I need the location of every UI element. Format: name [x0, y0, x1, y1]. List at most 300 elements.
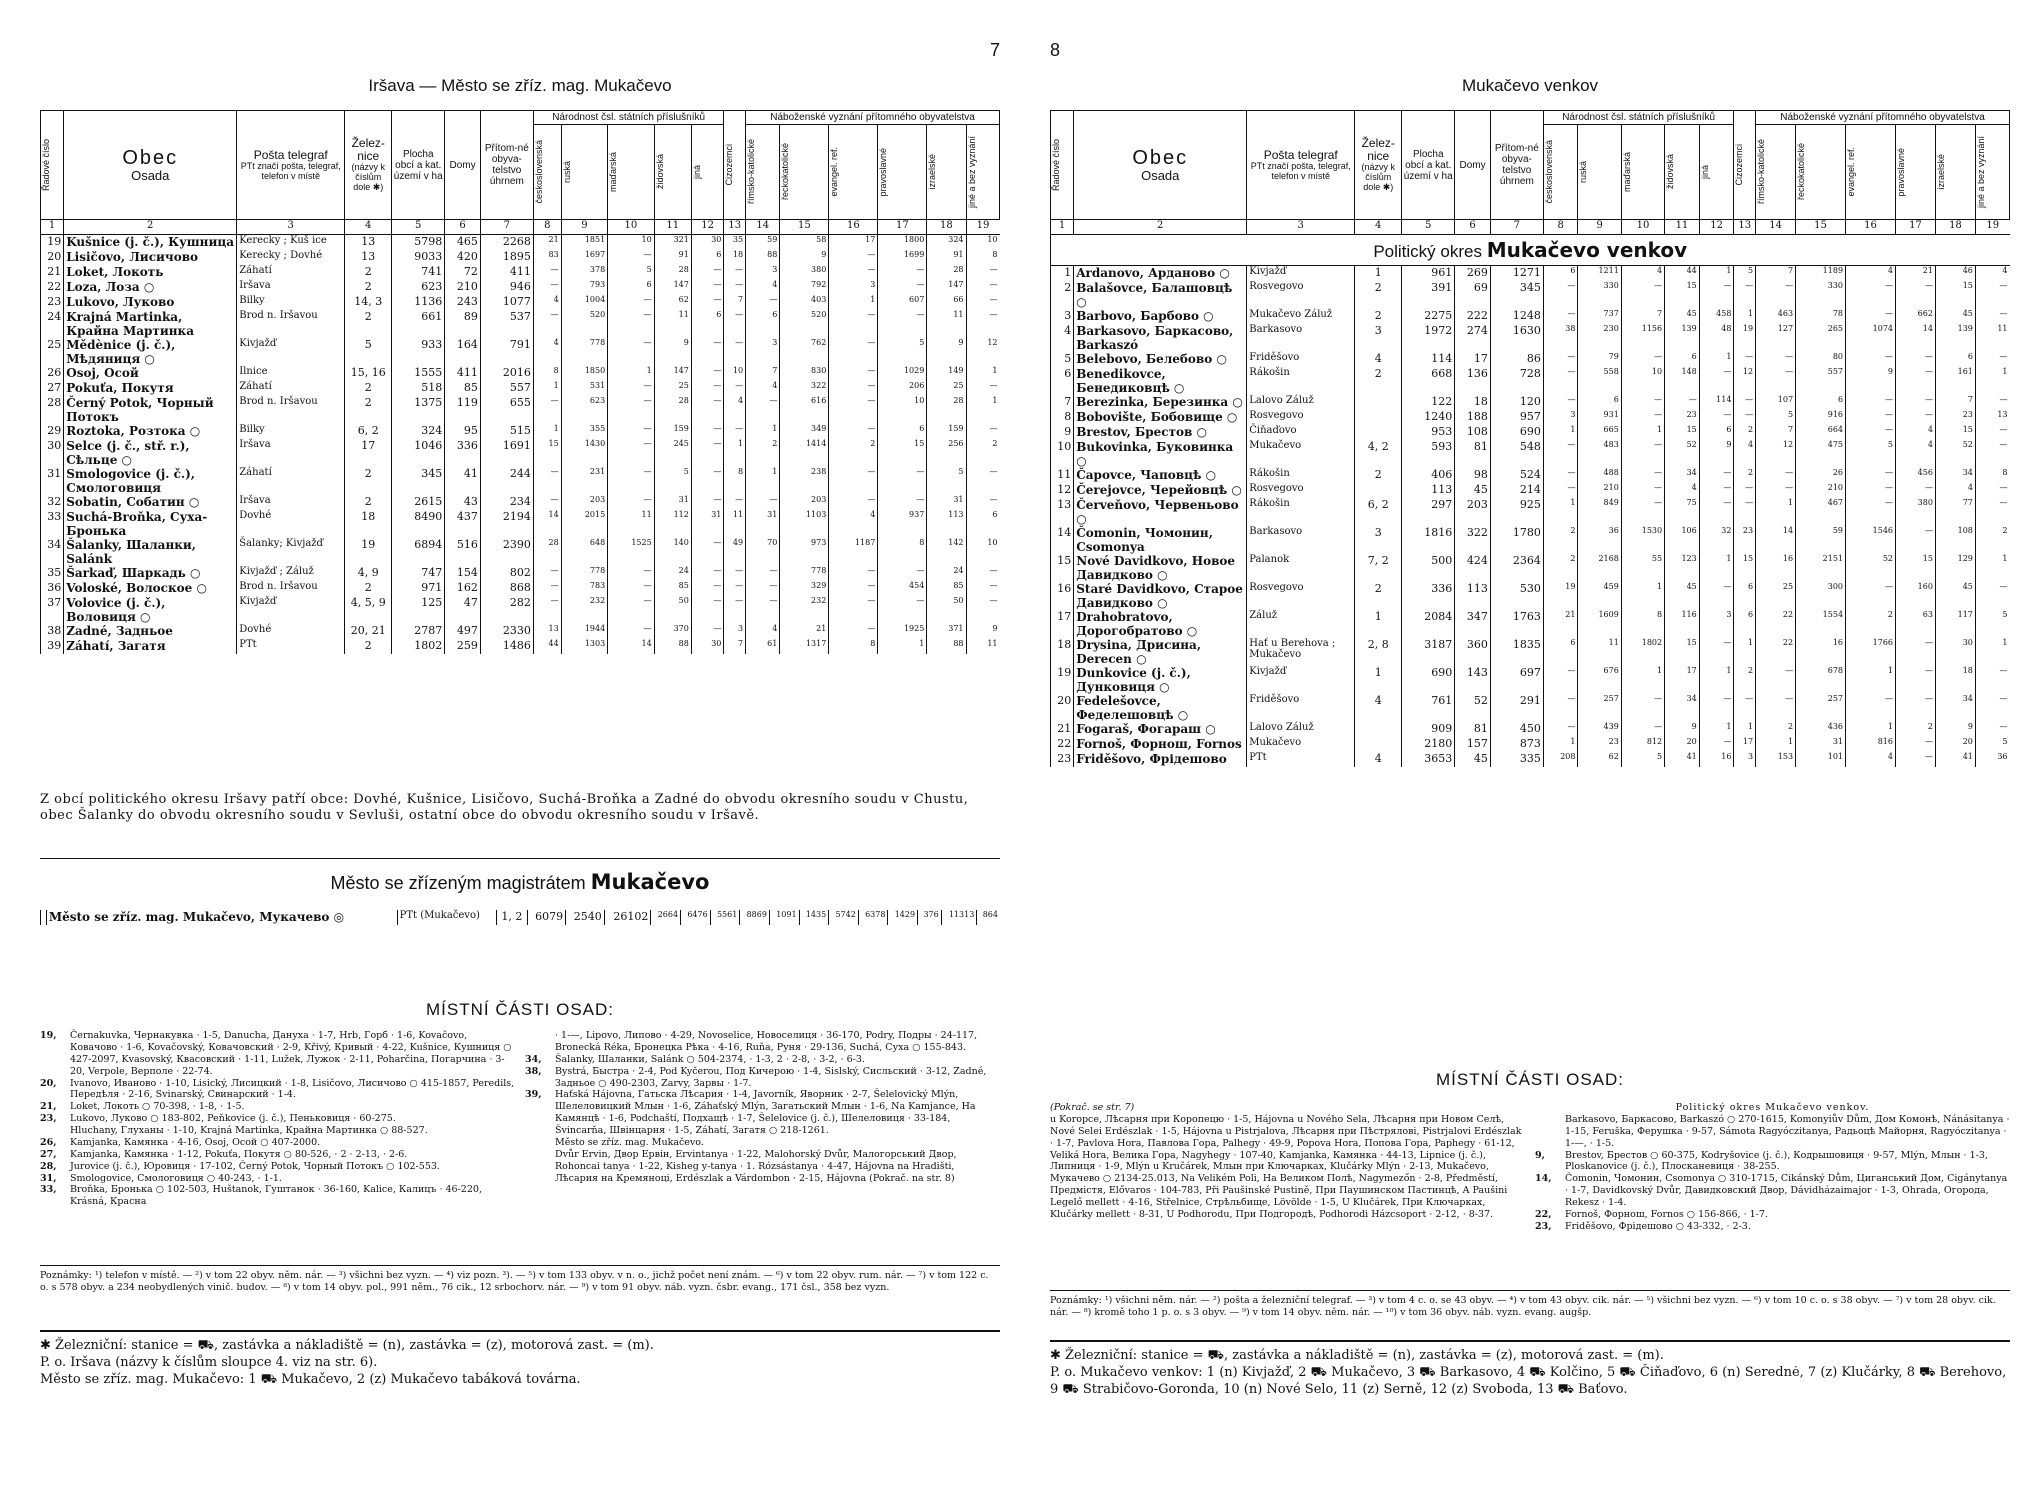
houses-value: 157	[1455, 737, 1491, 752]
stat-value: 142	[927, 538, 966, 566]
stat-value: —	[1975, 281, 2009, 309]
stat-value: —	[533, 581, 561, 596]
stat-value: —	[533, 265, 561, 280]
stat-value: —	[608, 396, 655, 424]
stat-value: 159	[654, 424, 691, 439]
stat-value: 6	[746, 310, 780, 338]
stat-value: 1103	[780, 510, 829, 538]
table-row	[41, 639, 1000, 654]
area-value: 518	[392, 381, 445, 396]
header-narodnost-col: československá	[1543, 125, 1578, 220]
railway-number: 4	[1355, 352, 1402, 367]
area-value: 1555	[392, 366, 445, 381]
stat-value: —	[1975, 483, 2009, 498]
obec-name: Selce (j. č., stř. r.), Сѣльце ○	[64, 439, 237, 467]
stat-value: —	[1756, 483, 1796, 498]
obec-name: Balašovce, Балашовцѣ ○	[1074, 281, 1247, 309]
railway-number: 2	[345, 310, 392, 338]
stat-value: 210	[1578, 483, 1621, 498]
stat-value: —	[1846, 410, 1896, 425]
stat-value: 816	[1846, 737, 1896, 752]
column-number: 6	[445, 220, 481, 235]
row-index: 34	[41, 538, 64, 566]
stat-value: —	[724, 280, 746, 295]
stat-value: 1944	[561, 624, 608, 639]
stat-value: 2168	[1578, 554, 1621, 582]
table-row	[1051, 367, 2010, 395]
stat-value: 531	[561, 381, 608, 396]
stat-value: —	[1699, 468, 1734, 483]
table-row	[1051, 395, 2010, 410]
column-number: 10	[608, 220, 655, 235]
railway-line: Město se zříz. mag. Mukačevo: 1 ⛟ Mukačevo, 2 (z) Mukačevo tabáková továrna.	[40, 1371, 581, 1387]
stat-value: —	[1896, 395, 1936, 410]
houses-value: 72	[445, 265, 481, 280]
column-number: 16	[829, 220, 878, 235]
stat-value: 1	[1846, 722, 1896, 737]
houses-value: 516	[445, 538, 481, 566]
stat-value: 1029	[878, 366, 927, 381]
area-value: 3653	[1402, 752, 1455, 767]
stat-value: 8	[966, 250, 999, 265]
post-office: Brod n. Iršavou	[237, 396, 345, 424]
obec-name: Kušnice (j. č.), Кушница	[64, 235, 237, 251]
stat-value: 6	[1699, 425, 1734, 440]
okres-name: Mukačevo venkov	[1486, 238, 1688, 262]
stat-value: 52	[1665, 440, 1700, 468]
stat-value: 83	[533, 250, 561, 265]
row-index: 20	[1051, 694, 1074, 722]
railway-number: 17	[345, 439, 392, 467]
stat-value: —	[1699, 483, 1734, 498]
obec-name: Voloské, Волоское ○	[64, 581, 237, 596]
row-index: 21	[1051, 722, 1074, 737]
railway-number: 3	[1355, 324, 1402, 352]
table-row	[1051, 352, 2010, 367]
stat-value: —	[724, 495, 746, 510]
stat-value: —	[724, 424, 746, 439]
population-value: 1691	[480, 439, 533, 467]
mistni-entry: 34, Šalanky, Шаланки, Salánk ○ 504-2374, · 1-3, 2 · 2-8, · 3-2, · 6-3.	[525, 1053, 865, 1065]
railway-number: 3	[1355, 526, 1402, 554]
houses-value: 154	[445, 566, 481, 581]
area-value: 345	[392, 467, 445, 495]
stat-value: —	[608, 581, 655, 596]
stat-value: 467	[1796, 498, 1846, 526]
row-index: 16	[1051, 582, 1074, 610]
stat-value: 127	[1756, 324, 1796, 352]
stat-value: 1	[1756, 498, 1796, 526]
table-row	[1051, 526, 2010, 554]
stat-value: 15	[1665, 425, 1700, 440]
row-index: 30	[41, 439, 64, 467]
row-index: 12	[1051, 483, 1074, 498]
stat-value: —	[533, 467, 561, 495]
table-row	[41, 566, 1000, 581]
houses-value: 45	[1455, 752, 1491, 767]
stat-value: 25	[1756, 582, 1796, 610]
houses-value: 465	[445, 235, 481, 251]
area-value: 1240	[1402, 410, 1455, 425]
mistni-entry: 21, Loket, Локоть ○ 70-398, · 1-8, · 1-5.	[40, 1101, 245, 1113]
stat-value: 139	[1935, 324, 1975, 352]
stat-value: —	[1975, 352, 2009, 367]
header-nabozenstvi-col: řeckokatolické	[1796, 125, 1846, 220]
population-value: 728	[1490, 367, 1543, 395]
railway-number: 4, 5, 9	[345, 596, 392, 624]
stat-value: —	[1621, 440, 1664, 468]
stat-value: 6	[878, 424, 927, 439]
left-page	[40, 40, 1000, 1460]
stat-value: 792	[780, 280, 829, 295]
stat-value: —	[608, 338, 655, 366]
stat-value: —	[1896, 694, 1936, 722]
row-index: 28	[41, 396, 64, 424]
stat-value: —	[533, 596, 561, 624]
page-number: 7	[989, 40, 1000, 60]
stat-value: 16	[1796, 638, 1846, 666]
obec-name: Fedelešovce, Феделешовцѣ ○	[1074, 694, 1247, 722]
mistni-entry: 19, Černakuvka, Чернакувка · 1-5, Danucha, Дануха · 1-7, Hrb, Горб · 1-6, Kovačovo, Ковачово · 1-6, Kovačovský, Ковачовский · 2-9, Křivý, Кривый · 4-22, Kušnice, Кушниця ○ 427-2097, Kvasovský, Квасовский · 1-11, Lužek, Лужок · 2-11, Poharčina, Погарчина · 3-20, Verpole, Верполе · 22-74.	[40, 1030, 512, 1077]
post-office: Friděšovo	[1247, 694, 1355, 722]
houses-value: 164	[445, 338, 481, 366]
stat-value: —	[1846, 582, 1896, 610]
stat-value: —	[691, 467, 724, 495]
table-row	[1051, 610, 2010, 638]
stat-value: 13	[1975, 410, 2009, 425]
post-office: PTt	[1247, 752, 1355, 767]
stat-value: 3	[1734, 752, 1756, 767]
stat-value: 1	[1756, 737, 1796, 752]
population-value: 957	[1490, 410, 1543, 425]
stat-value: 463	[1756, 309, 1796, 324]
column-number: 18	[1935, 220, 1975, 235]
stat-value: 38	[1543, 324, 1578, 352]
stat-value: 41	[1935, 752, 1975, 767]
stat-value: 475	[1796, 440, 1846, 468]
stat-value: 6	[691, 250, 724, 265]
stat-value: —	[608, 310, 655, 338]
stat-value: 139	[1665, 324, 1700, 352]
stat-value: 15	[1935, 281, 1975, 309]
stat-value: 2	[1543, 526, 1578, 554]
column-number: 6	[1455, 220, 1491, 235]
stat-value: —	[1975, 666, 2009, 694]
column-number: 10	[1621, 220, 1664, 235]
area-value: 953	[1402, 425, 1455, 440]
population-value: 2016	[480, 366, 533, 381]
stat-value: 28	[654, 396, 691, 424]
population-value: 2330	[480, 624, 533, 639]
stat-value: —	[966, 581, 999, 596]
mistni-entry: 23, Lukovo, Луково ○ 183-802, Peňkovice (j. č.), Пеньковиця · 60-275.	[40, 1113, 396, 1125]
houses-value: 210	[445, 280, 481, 295]
row-index: 39	[41, 639, 64, 654]
stat-value: —	[1846, 694, 1896, 722]
table-row	[1051, 266, 2010, 282]
mistni-entry: 14, Čomonin, Чомонин, Csomonya ○ 310-1715, Cikánský Dům, Циганський Дом, Cigánytanya · 1-7, Davidkovský Dvůr, Давидковский Двор, Dávidházaimajor · 1-3, Ohrada, Огорода, Rekesz · 1-4.	[1535, 1173, 2008, 1208]
stat-value: 1430	[561, 439, 608, 467]
stat-value: —	[746, 495, 780, 510]
stat-value: —	[533, 396, 561, 424]
stat-value: 149	[927, 366, 966, 381]
stat-value: 62	[654, 295, 691, 310]
stat-value: 17	[1734, 737, 1756, 752]
stat-value: —	[1699, 582, 1734, 610]
population-value: 1835	[1490, 638, 1543, 666]
stat-value: —	[608, 381, 655, 396]
column-number: 13	[724, 220, 746, 235]
header-nabozenstvi-col: pravoslavné	[878, 125, 927, 220]
stat-value: —	[691, 596, 724, 624]
stat-value: 161	[1935, 367, 1975, 395]
houses-value: 347	[1455, 610, 1491, 638]
row-index: 1	[1051, 266, 1074, 282]
obec-name: Berezinka, Березинка ○	[1074, 395, 1247, 410]
stat-value: 23	[1734, 526, 1756, 554]
obec-name: Staré Davidkovo, Старое Давидково ○	[1074, 582, 1247, 610]
stat-value: 376	[918, 910, 942, 925]
stat-value: 1850	[561, 366, 608, 381]
stat-value: 20	[1935, 737, 1975, 752]
stat-value: —	[1896, 483, 1936, 498]
stat-value: —	[691, 424, 724, 439]
railway-legend	[40, 1330, 1000, 1389]
stat-value: 1546	[1846, 526, 1896, 554]
stat-value: —	[1756, 468, 1796, 483]
stat-value: —	[1543, 440, 1578, 468]
stat-value: 50	[927, 596, 966, 624]
stat-value: 9	[780, 250, 829, 265]
railway-number: 2	[345, 280, 392, 295]
stat-value: 24	[927, 566, 966, 581]
stat-value: 6	[1578, 395, 1621, 410]
stat-value: 59	[1796, 526, 1846, 554]
post-office: Friděšovo	[1247, 352, 1355, 367]
stat-value: 830	[780, 366, 829, 381]
page-title: Mukačevo venkov	[1461, 76, 1599, 95]
population-value: 345	[1490, 281, 1543, 309]
obec-name: Volovice (j. č.), Воловиця ○	[64, 596, 237, 624]
stat-value: 2664	[651, 910, 681, 925]
column-number: 16	[1846, 220, 1896, 235]
railway-number: 2	[345, 639, 392, 654]
column-number: 1	[1051, 220, 1074, 235]
stat-value: 30	[691, 235, 724, 251]
stat-value: 21	[1543, 610, 1578, 638]
stat-value: 30	[691, 639, 724, 654]
stat-value: 330	[1796, 281, 1846, 309]
houses-value: 89	[445, 310, 481, 338]
row-index: 23	[41, 295, 64, 310]
stat-value: 7	[1935, 395, 1975, 410]
stat-value: 147	[927, 280, 966, 295]
obec-name: Barbovo, Барбово ○	[1074, 309, 1247, 324]
stat-value: —	[966, 596, 999, 624]
stat-value: 1	[829, 295, 878, 310]
stat-value: 1802	[1621, 638, 1664, 666]
table-row	[41, 235, 1000, 251]
stat-value: 116	[1665, 610, 1700, 638]
houses-value: 360	[1455, 638, 1491, 666]
railway-number: 2	[345, 396, 392, 424]
stat-value: —	[724, 566, 746, 581]
post-office: Ilnice	[237, 366, 345, 381]
stat-value: 232	[561, 596, 608, 624]
mistni-text: u Koropce, Лѣсарня при Коропецю · 1-5, Hájovna u Nového Sela, Лѣсарня при Новом Селѣ, Nové Selei Erdészlak · 1-5, Hájovna u Pistrjalova, Лѣсарня при Пѣстрялові, Pistrjalovi Erdészlak · 1-7, Pavlova Hora, Павлова Гора, Palhegy · 49-9, Popova Hora, Попова Гора, Paphegy · 61-12, Veliká Hora, Велика Гора, Nagyhegy · 107-40, Kamjanka, Камянка · 44-13, Lipnice (j. č.), Липниця · 1-9, Mlýn u Kručárek, Млын при Ключарках, Klučárky Mlýn · 2-13, Mukačevo, Мукачево ○ 2134-25.013, Na Velikém Poli, На Великом Полѣ, Nagymezőn · 2-8, Předměstí, Предмістя, Elővaros · 104-783, Při Paušinské Pustině, При Паушинском Пастинцѣ, A Paušini Legelő mellett · 4-16, Střelnice, Стрѣльбище, Lövölde · 1-5, U Klučárek, При Ключарках, Klučárky mellett · 8-31, U Podhorodu, При Подгородѣ, Podhorodi Házcsoport · 2-12, · 8-37.	[1050, 1113, 1522, 1220]
railway-number: 4	[1355, 752, 1402, 767]
obec-name: Lisičovo, Лисичово	[64, 250, 237, 265]
population-value: 557	[480, 381, 533, 396]
stat-value: 1800	[878, 235, 927, 251]
stat-value: 231	[561, 467, 608, 495]
stat-value: 5	[1756, 410, 1796, 425]
area-value: 391	[1402, 281, 1455, 309]
stat-value: 10	[966, 235, 999, 251]
stat-value: 5	[878, 338, 927, 366]
stat-value: —	[1543, 468, 1578, 483]
table-row	[41, 424, 1000, 439]
stat-value: —	[608, 467, 655, 495]
stat-value: —	[1621, 395, 1664, 410]
column-number: 8	[533, 220, 561, 235]
stat-value: 370	[654, 624, 691, 639]
stat-value: 454	[878, 581, 927, 596]
column-number: 8	[1543, 220, 1578, 235]
row-index: 38	[41, 624, 64, 639]
area-value: 741	[392, 265, 445, 280]
houses-value: 259	[445, 639, 481, 654]
stat-value: 159	[927, 424, 966, 439]
stat-value: —	[1975, 498, 2009, 526]
railway-number: 1	[1355, 266, 1402, 282]
obec-name: Čerejovce, Черейовцѣ ○	[1074, 483, 1247, 498]
stat-value: 330	[1578, 281, 1621, 309]
stat-value: 45	[1665, 582, 1700, 610]
houses-value: 45	[1455, 483, 1491, 498]
obec-name: Červeňovo, Червеньово ○	[1074, 498, 1247, 526]
population-value: 2390	[480, 538, 533, 566]
stat-value: —	[1975, 582, 2009, 610]
post-office: PTt (Mukačevo)	[397, 910, 497, 925]
stat-value: 488	[1578, 468, 1621, 483]
row-index: 19	[41, 235, 64, 251]
stat-value: —	[1846, 468, 1896, 483]
stat-value: 1766	[1846, 638, 1896, 666]
post-office: Záhatí	[237, 467, 345, 495]
column-number: 9	[561, 220, 608, 235]
stat-value: —	[691, 265, 724, 280]
area-value: 961	[1402, 266, 1455, 282]
stat-value: —	[724, 581, 746, 596]
stat-value: 4	[746, 280, 780, 295]
stat-value: 1	[1699, 554, 1734, 582]
stat-value: —	[1543, 694, 1578, 722]
area-value: 1802	[392, 639, 445, 654]
table-row	[1051, 324, 2010, 352]
stat-value: 62	[1578, 752, 1621, 767]
stat-value: 3	[724, 624, 746, 639]
stat-value: 11	[966, 639, 999, 654]
stat-value: —	[1699, 694, 1734, 722]
stat-value: 664	[1796, 425, 1846, 440]
header-obec: Obec Osada	[64, 111, 237, 220]
stat-value: 2	[1543, 554, 1578, 582]
post-office: Rákošin	[1247, 468, 1355, 483]
stat-value: 31	[1796, 737, 1846, 752]
houses-value: 162	[445, 581, 481, 596]
obec-name: Zadné, Задньое	[64, 624, 237, 639]
stat-value: —	[1846, 309, 1896, 324]
stat-value: 23	[1578, 737, 1621, 752]
stat-value: —	[1975, 395, 2009, 410]
stat-value: —	[533, 280, 561, 295]
notes: Poznámky: ¹) všichni něm. nár. — ²) pošta a železniční telegraf. — ³) v tom 4 c. o. se 43 obyv. — ⁴) v tom 43 obyv. cik. nár. — ⁵) všichni bez vyzn. — ⁶) v tom 10 c. o. s 38 obyv. — ⁷) v tom 28 obyv. cik. nár. — ⁸) kromě toho 1 p. o. s 3 obyv. — ⁹) v tom 14 obyv. něm. nár. — ¹⁰) v tom 36 obyv. náb. vyzn. evang. augšp.	[1050, 1290, 2010, 1319]
houses-value: 108	[1455, 425, 1491, 440]
population-value: 335	[1490, 752, 1543, 767]
railway-number: 20, 21	[345, 624, 392, 639]
stat-value: 456	[1896, 468, 1936, 483]
obec-name: Pokuťa, Покутя	[64, 381, 237, 396]
stat-value: 558	[1578, 367, 1621, 395]
stat-value: 812	[1621, 737, 1664, 752]
stat-value: 616	[780, 396, 829, 424]
post-office: Barkasovo	[1247, 526, 1355, 554]
stat-value: 66	[927, 295, 966, 310]
post-office: Hať u Berehova ; Mukačevo	[1247, 638, 1355, 666]
stat-value: 931	[1578, 410, 1621, 425]
column-number: 18	[927, 220, 966, 235]
railway-line: ✱ Železniční: stanice = ⛟, zastávka a nákladiště = (n), zastávka = (z), motorová zast. = (m).	[40, 1338, 654, 1353]
stat-value: 4	[1621, 266, 1664, 282]
post-office: Lalovo Záluž	[1247, 722, 1355, 737]
stat-value: 864	[977, 910, 1000, 925]
mistni-entry: 23, Friděšovo, Фрідешово ○ 43-332, · 2-3.	[1535, 1220, 1751, 1232]
stat-value: 31	[691, 510, 724, 538]
railway-number: 1	[1355, 666, 1402, 694]
stat-value: 7	[1756, 266, 1796, 282]
railway-line: P. o. Iršava (názvy k číslům sloupce 4. viz na str. 6).	[40, 1354, 378, 1370]
stat-value: 1925	[878, 624, 927, 639]
stat-value: —	[746, 596, 780, 624]
obec-header: Obec	[122, 146, 179, 169]
stat-value: —	[691, 366, 724, 381]
table-row	[41, 439, 1000, 467]
table-row	[41, 338, 1000, 366]
stat-value: 5742	[829, 910, 859, 925]
stat-value: —	[746, 295, 780, 310]
stat-value: 6	[1543, 266, 1578, 282]
stat-value: 36	[1578, 526, 1621, 554]
stat-value: 52	[1846, 554, 1896, 582]
okres-label: Politický okres	[1373, 242, 1487, 261]
railway-number	[1355, 483, 1402, 498]
page-title: Iršava — Město se zříz. mag. Mukačevo	[368, 76, 672, 95]
population-value: 524	[1490, 468, 1543, 483]
stat-value: 10	[724, 366, 746, 381]
houses-value: 47	[445, 596, 481, 624]
stat-value: —	[1621, 498, 1664, 526]
stat-value: 17	[829, 235, 878, 251]
stat-value: 23	[1665, 410, 1700, 425]
stat-value: —	[829, 495, 878, 510]
column-number: 9	[1578, 220, 1621, 235]
population-value: 120	[1490, 395, 1543, 410]
stat-value: 80	[1796, 352, 1846, 367]
header-pritom: Přítom-né obyva-telstvo úhrnem	[480, 111, 533, 220]
stat-value: 25	[654, 381, 691, 396]
railway-number: 18	[345, 510, 392, 538]
